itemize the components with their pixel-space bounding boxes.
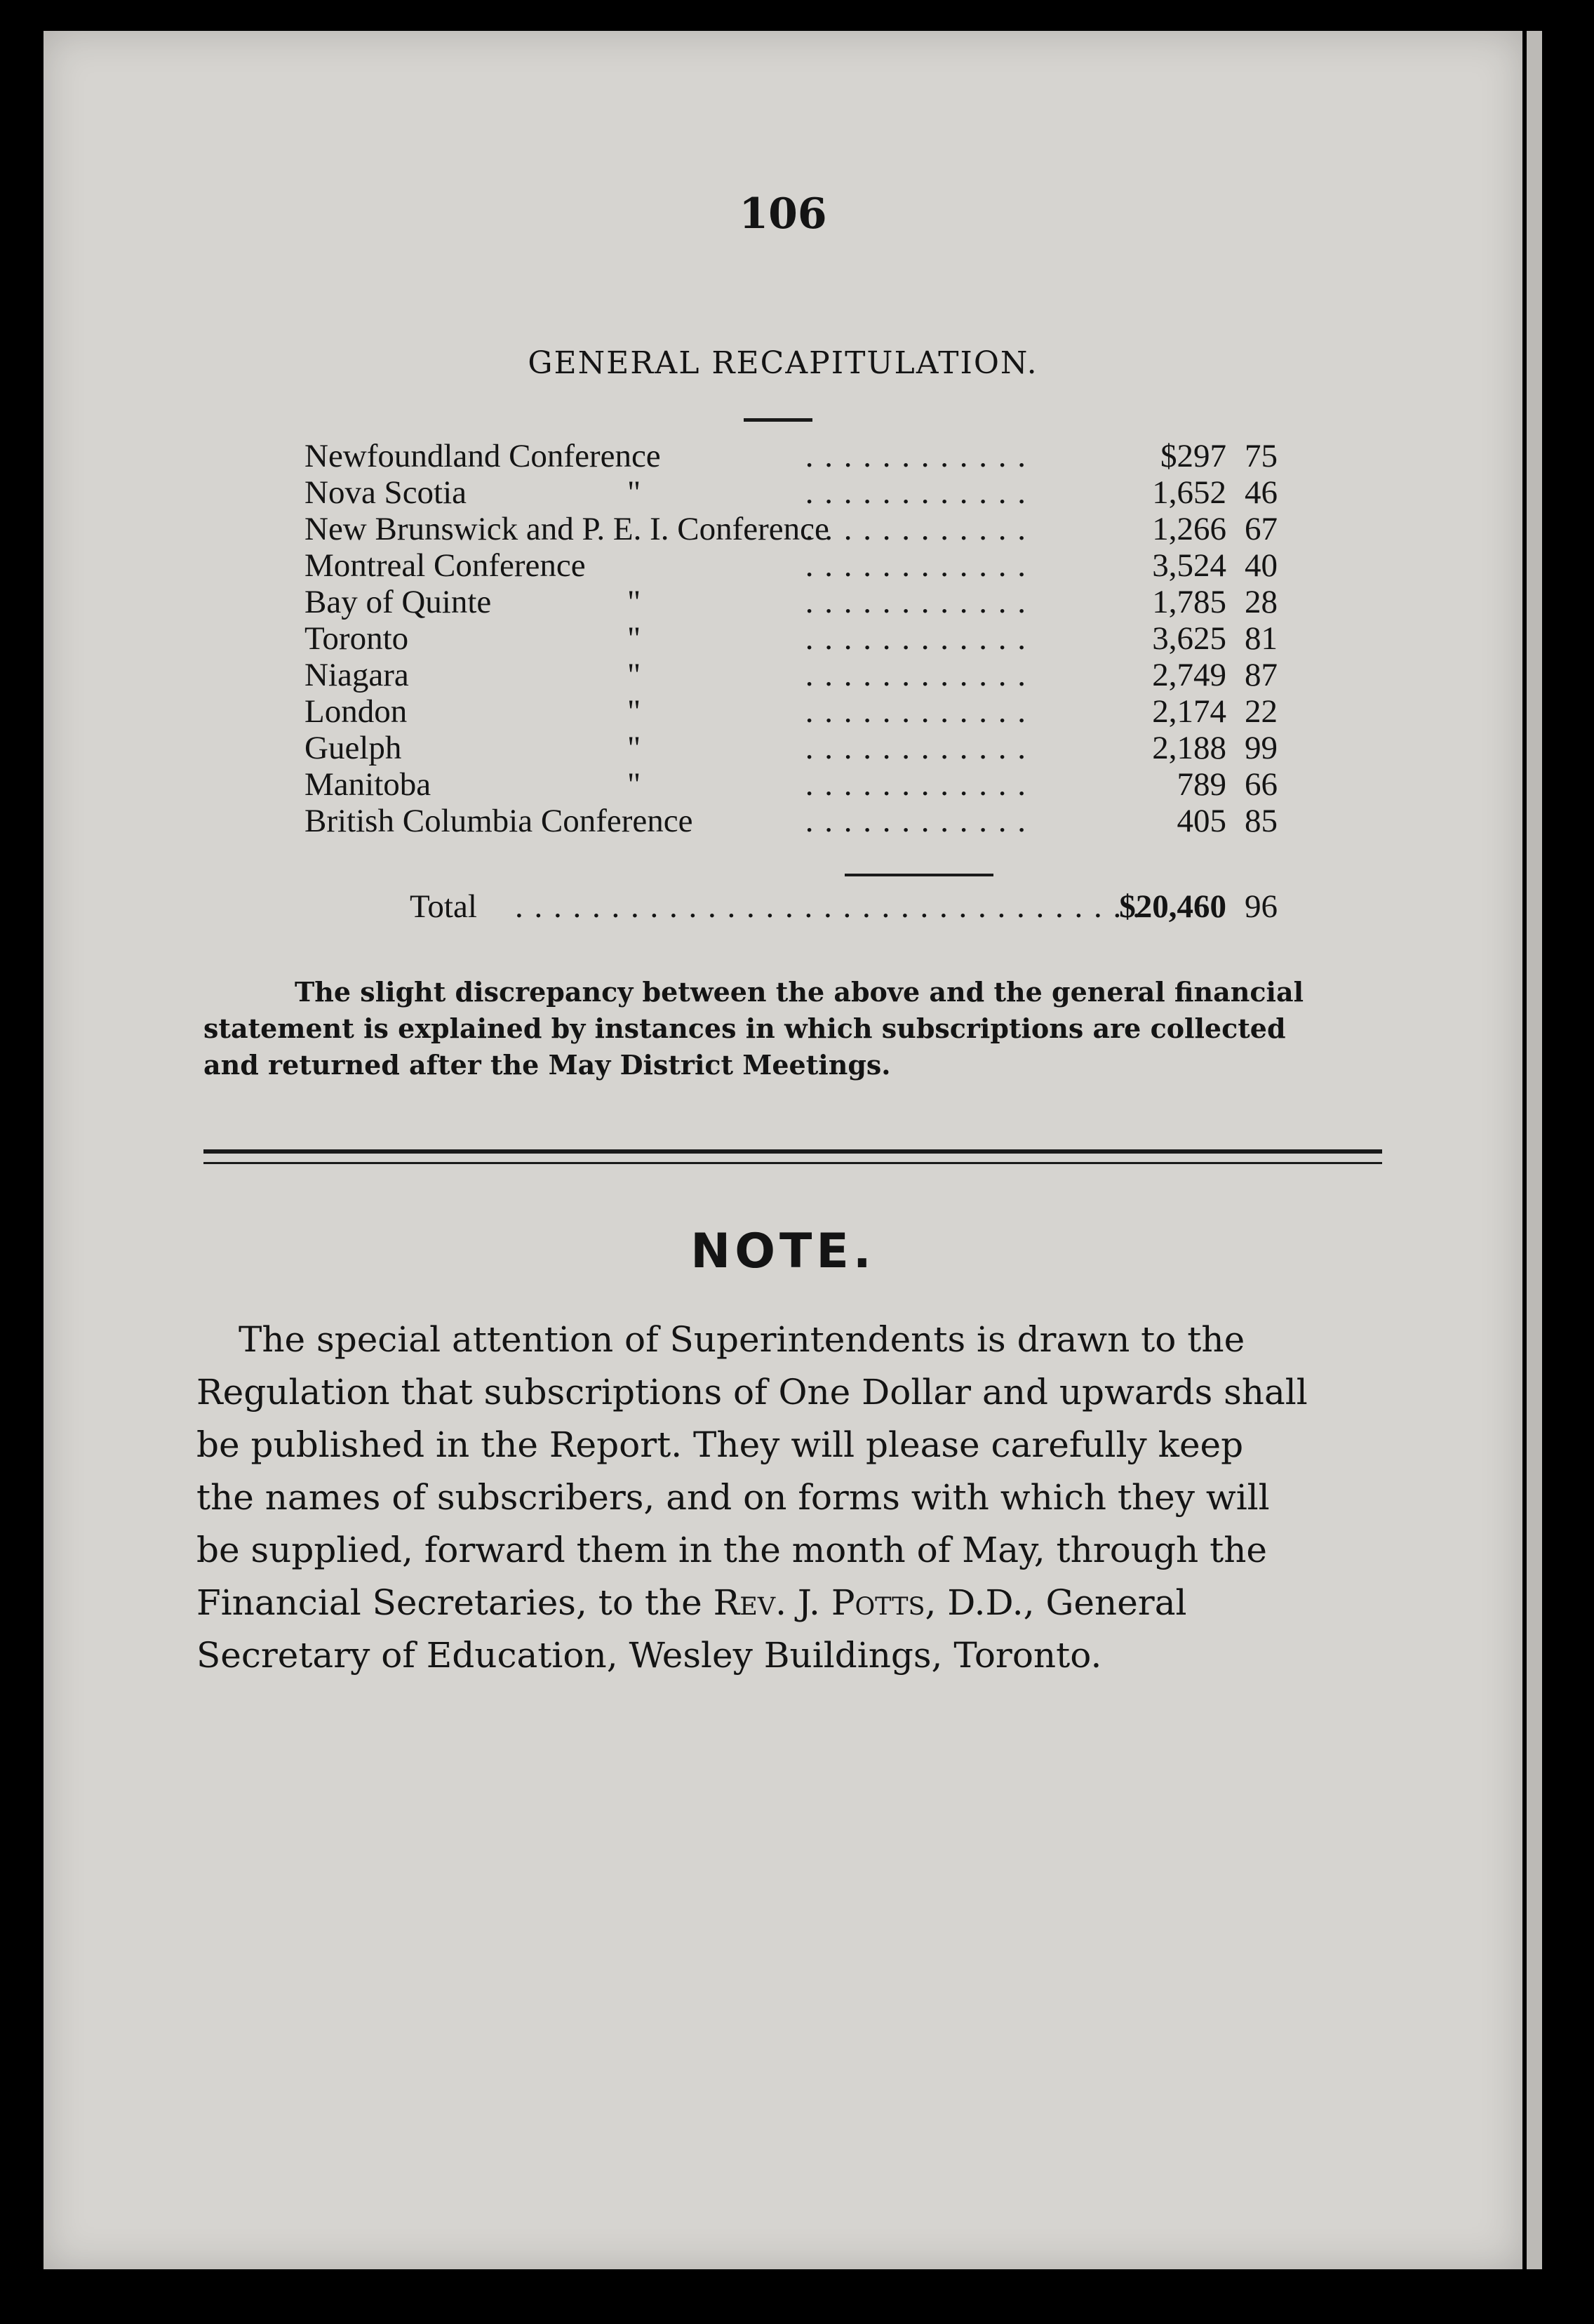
dot-leader: . . . . . . . . . . . .	[805, 438, 1027, 474]
amount-cents: 67	[1245, 511, 1278, 547]
note-line: be published in the Report. They will please carefully keep	[196, 1424, 1244, 1465]
adjacent-page-edge	[1527, 31, 1542, 2269]
footnote	[203, 974, 1396, 1083]
amount-dollars: 2,174	[1152, 693, 1226, 730]
dot-leader: . . . . . . . . . . . .	[805, 657, 1027, 693]
total-dollars: $20,460	[1119, 888, 1226, 925]
table-row	[304, 547, 1294, 584]
amount-dollars: 789	[1177, 766, 1226, 803]
amount-cents: 81	[1245, 620, 1278, 657]
table-row	[304, 438, 1294, 474]
amount-dollars: $297	[1160, 438, 1226, 474]
conference-name: Toronto	[304, 620, 409, 657]
amount-dollars: 405	[1177, 803, 1226, 839]
note-line: Secretary of Education, Wesley Buildings, Toronto.	[196, 1635, 1102, 1676]
amount-cents: 28	[1245, 584, 1278, 620]
table-row	[304, 803, 1294, 839]
title-rule	[744, 418, 812, 422]
conference-name: Niagara	[304, 657, 409, 693]
footnote-line: and returned after the May District Meetings.	[203, 1049, 891, 1081]
document-page	[43, 31, 1522, 2269]
conference-name: Guelph	[304, 730, 402, 766]
sum-rule	[845, 874, 993, 876]
amount-cents: 85	[1245, 803, 1278, 839]
dot-leader: . . . . . . . . . . . .	[805, 766, 1027, 803]
dot-leader: . . . . . . . . . . . .	[805, 693, 1027, 730]
table-row	[304, 584, 1294, 620]
amount-cents: 40	[1245, 547, 1278, 584]
dot-leader: . . . . . . . . . . . .	[805, 584, 1027, 620]
dot-leader: . . . . . . . . . . . .	[805, 511, 1027, 547]
dot-leader: . . . . . . . . . . . .	[805, 803, 1027, 839]
note-body	[196, 1314, 1403, 1682]
note-line-text: , D.D., General	[925, 1582, 1187, 1623]
rev-name: Rev. J. Potts	[713, 1582, 925, 1623]
double-rule	[203, 1149, 1382, 1154]
conference-name: Bay of Quinte	[304, 584, 492, 620]
ditto-mark: "	[627, 693, 641, 730]
dot-leader: . . . . . . . . . . . .	[805, 730, 1027, 766]
table-row	[304, 511, 1294, 547]
ditto-mark: "	[627, 766, 641, 803]
amount-cents: 99	[1245, 730, 1278, 766]
table-row	[304, 766, 1294, 803]
amount-dollars: 2,188	[1152, 730, 1226, 766]
page-number: 106	[739, 189, 827, 239]
note-line: be supplied, forward them in the month of May, through the	[196, 1530, 1268, 1570]
amount-cents: 46	[1245, 474, 1278, 511]
amount-dollars: 2,749	[1152, 657, 1226, 693]
dot-leader: . . . . . . . . . . . .	[805, 547, 1027, 584]
footnote-line: statement is explained by instances in which subscriptions are collected	[203, 1013, 1286, 1044]
footnote-line: The slight discrepancy between the above and the general financial	[295, 976, 1304, 1008]
ditto-mark: "	[627, 657, 641, 693]
amount-dollars: 3,524	[1152, 547, 1226, 584]
amount-dollars: 1,652	[1152, 474, 1226, 511]
note-line: The special attention of Superintendents is drawn to the	[239, 1319, 1245, 1360]
dot-leader: . . . . . . . . . . . .	[805, 620, 1027, 657]
conference-name: Montreal Conference	[304, 547, 586, 584]
dot-leader: . . . . . . . . . . . . . . . . . . . . . . . . . . . . . . . . .	[515, 888, 1142, 925]
amount-dollars: 1,266	[1152, 511, 1226, 547]
amount-cents: 87	[1245, 657, 1278, 693]
note-line: the names of subscribers, and on forms with which they will	[196, 1477, 1270, 1518]
conference-name: Manitoba	[304, 766, 431, 803]
conference-name: Nova Scotia	[304, 474, 467, 511]
double-rule	[203, 1162, 1382, 1164]
amount-cents: 66	[1245, 766, 1278, 803]
total-label: Total	[410, 888, 477, 925]
amount-cents: 75	[1245, 438, 1278, 474]
amount-dollars: 3,625	[1152, 620, 1226, 657]
conference-name: New Brunswick and P. E. I. Conference	[304, 511, 829, 547]
note-line-text: Financial Secretaries, to the	[196, 1582, 714, 1623]
amount-cents: 22	[1245, 693, 1278, 730]
note-heading: NOTE.	[690, 1224, 876, 1279]
total-cents: 96	[1245, 888, 1278, 925]
dot-leader: . . . . . . . . . . . .	[805, 474, 1027, 511]
ditto-mark: "	[627, 620, 641, 657]
conference-name: London	[304, 693, 408, 730]
conference-name: British Columbia Conference	[304, 803, 693, 839]
table-row	[304, 620, 1294, 657]
amount-dollars: 1,785	[1152, 584, 1226, 620]
table-row	[304, 730, 1294, 766]
ditto-mark: "	[627, 730, 641, 766]
table-row	[304, 474, 1294, 511]
conference-name: Newfoundland Conference	[304, 438, 661, 474]
page-title: GENERAL RECAPITULATION.	[528, 345, 1038, 381]
note-line: Regulation that subscriptions of One Dollar and upwards shall	[196, 1372, 1308, 1413]
note-line	[196, 1577, 1403, 1629]
ditto-mark: "	[627, 474, 641, 511]
table-row	[304, 693, 1294, 730]
table-row	[304, 657, 1294, 693]
total-row	[304, 886, 1294, 928]
ditto-mark: "	[627, 584, 641, 620]
recapitulation-table	[304, 438, 1294, 839]
